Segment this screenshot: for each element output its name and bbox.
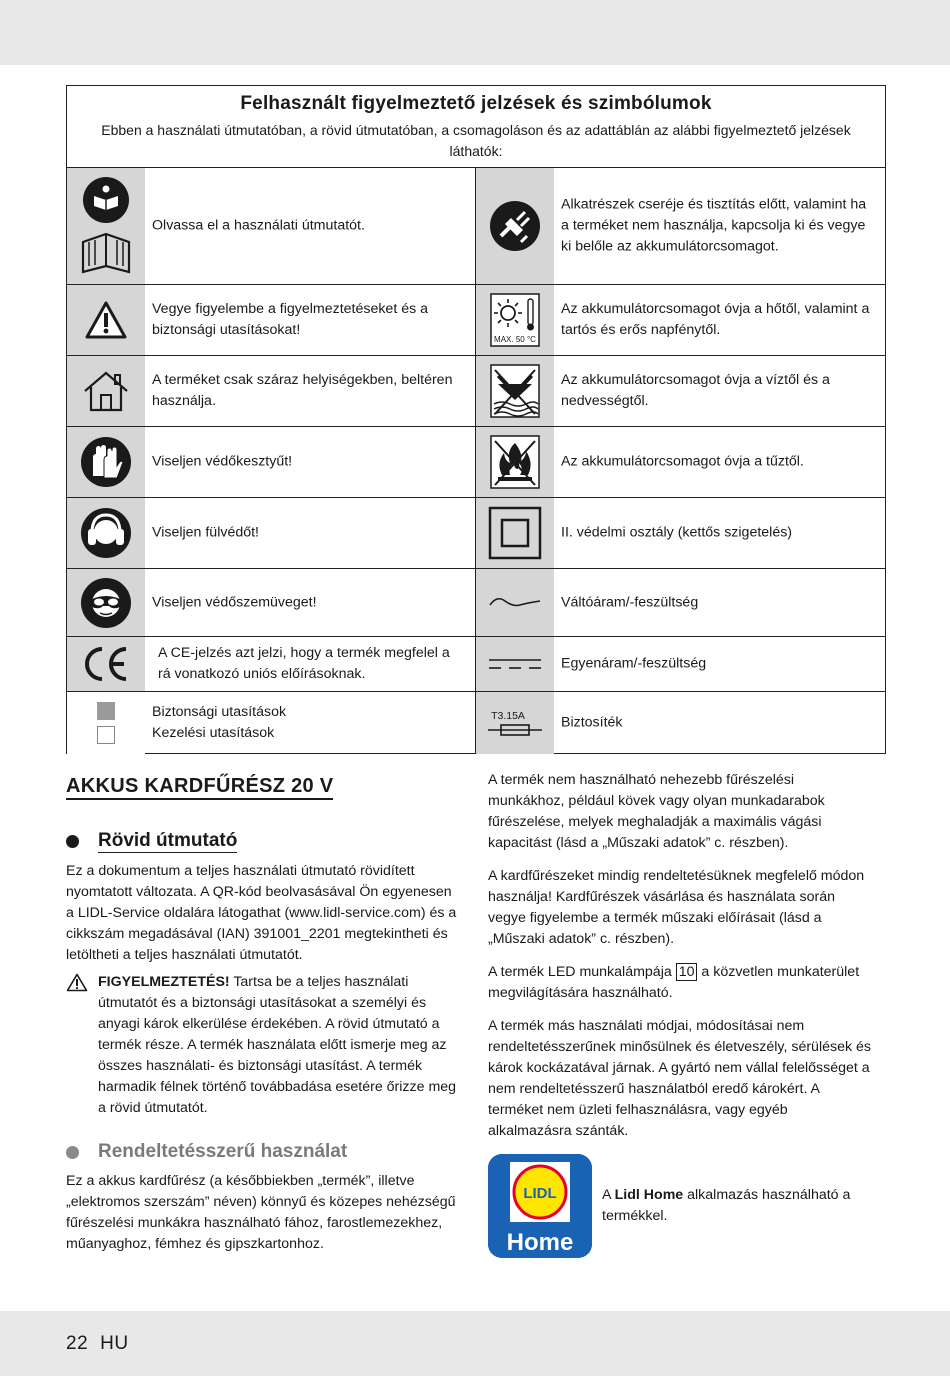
symbol-text: [152, 702, 465, 744]
table-row: [67, 637, 885, 692]
lidl-home-app-block: [488, 1154, 874, 1264]
ear-protection-icon: [67, 498, 145, 568]
bullet-icon: [66, 1146, 79, 1159]
symbol-text: Viseljen védőkesztyűt!: [152, 453, 293, 470]
symbols-table-header: [67, 86, 885, 168]
gloves-icon: [67, 427, 145, 497]
symbol-text: A CE-jelzés azt jelzi, hogy a termék megfelel a rá vonatkozó uniós előírásoknak.: [158, 645, 450, 682]
symbols-table-title: Felhasznált figyelmeztető jelzések és szimbólumok: [240, 93, 712, 114]
symbol-text: Az akkumulátorcsomagot óvja a tűztől.: [561, 453, 804, 470]
legend-safety-label: Biztonsági utasítások: [152, 704, 287, 720]
paragraph: A termék nem használható nehezebb fűrészelési munkákhoz, például kövek vagy olyan munkadarabok fűrészelése, melyek meghaladják a maximális vágási kapacitást (lásd a „Műszaki adatok” c. részben).: [488, 772, 825, 851]
symbol-text: Olvassa el a használati útmutatót.: [152, 217, 365, 234]
table-row: [67, 569, 885, 637]
symbol-text: Egyenáram/-feszültség: [561, 655, 707, 672]
page-footer: [66, 1333, 141, 1355]
left-column: [66, 770, 462, 1255]
symbols-table: [66, 85, 886, 754]
warning-label: FIGYELMEZTETÉS!: [98, 974, 230, 990]
paragraph: A termék LED munkalámpája 10 a közvetlen munkaterület megvilágítására használható.: [488, 964, 860, 1001]
symbol-text: A terméket csak száraz helyiségekben, beltéren használja.: [152, 372, 453, 409]
table-row: [67, 285, 885, 356]
short-guide-paragraph: Ez a dokumentum a teljes használati útmutató rövidített nyomtatott változata. A QR-kód beolvasásával Ön egyenesen a LIDL-Service oldalára látogathat (www.lidl-service.com) és a cikkszám megadásával (IAN) 391001_2201 megtekintheti és letöltheti a teljes használati útmutatót.: [66, 863, 457, 963]
ce-mark-icon: [67, 637, 145, 691]
table-row: [67, 498, 885, 569]
legend-operating-label: Kezelési utasítások: [152, 725, 275, 741]
dc-icon: [476, 637, 554, 691]
lidl-logo-sub: Home: [506, 1229, 574, 1256]
section-heading-intended-use: Rendeltetésszerű használat: [66, 1141, 462, 1163]
table-row: [67, 692, 885, 754]
symbol-text: II. védelmi osztály (kettős szigetelés): [561, 524, 793, 541]
paragraph: A termék más használati módjai, módosításai nem rendeltetésszerűnek minősülnek és életveszély, sérülések és károk kockázatával járnak. A gyártó nem vállal felelősséget a nem rendeltetésszerű használatból eredő károkért. A terméket nem üzleti felhasználásra, vagy egyéb alkalmazásra szánták.: [488, 1018, 871, 1139]
keep-dry-icon: [476, 356, 554, 426]
paragraph: A kardfűrészeket mindig rendeltetésüknek megfelelő módon használja! Kardfűrészek vásárlása és használata során vegye figyelembe a termék műszaki előírásait (lásd a „Műszaki adatok” c. részben).: [488, 868, 865, 947]
safety-goggles-icon: [67, 569, 145, 636]
symbol-text: Az akkumulátorcsomagot óvja a hőtől, valamint a tartós és erős napfénytől.: [561, 301, 870, 338]
warning-triangle-icon: [66, 973, 88, 999]
symbols-table-subtitle: Ebben a használati útmutatóban, a rövid útmutatóban, a csomagoláson és az adattáblán az alábbi figyelmeztető jelzések láthatók:: [101, 122, 851, 159]
page-number: 22: [66, 1333, 89, 1354]
fuse-label: T3.15A: [491, 709, 525, 722]
product-title: AKKUS KARDFŰRÉSZ 20 V: [66, 776, 333, 800]
heat-sun-max-50-icon: [476, 285, 554, 355]
warning-text: Tartsa be a teljes használati útmutatót és a biztonsági utasításokat a személyi és anyagi károk elkerülése érdekében. A rövid útmutató a termék része. A termék használata előtt ismerje meg az összes használati- és biztonsági utasítást. A termék harmadik félnek történő továbbadása esetére őrizze meg a rövid útmutatót.: [98, 974, 457, 1116]
legend-squares-icon: [67, 692, 145, 754]
table-row: [67, 427, 885, 498]
table-row: [67, 168, 885, 285]
right-column: [488, 770, 874, 1264]
symbol-text: Váltóáram/-feszültség: [561, 594, 699, 610]
symbol-text: Alkatrészek cseréje és tisztítás előtt, valamint ha a terméket nem használja, kapcsolja ki és vegye ki belőle az akkumulátorcsomagot.: [561, 196, 867, 255]
header-band: [0, 0, 950, 65]
symbol-text: Viseljen védőszemüveget!: [152, 594, 317, 610]
part-reference-number: 10: [676, 963, 698, 981]
symbol-text: Biztosíték: [561, 714, 623, 731]
bullet-icon: [66, 835, 79, 848]
read-manual-icon: [67, 168, 145, 284]
section-heading-short-guide: Rövid útmutató: [66, 830, 462, 853]
fire-icon: [476, 427, 554, 497]
symbol-text: Vegye figyelembe a figyelmeztetéseket és a biztonsági utasításokat!: [152, 301, 429, 338]
indoor-house-icon: [67, 356, 145, 426]
footer-band: [0, 1311, 950, 1376]
fuse-icon: [476, 692, 554, 754]
table-row: [67, 356, 885, 427]
warning-triangle-icon: [67, 285, 145, 355]
ac-wave-icon: [476, 569, 554, 636]
lidl-app-text: A Lidl Home alkalmazás használható a termékkel.: [602, 1187, 851, 1224]
svg-text:MAX. 50 °C: MAX. 50 °C: [494, 335, 536, 344]
lidl-logo-text: LIDL: [523, 1185, 557, 1202]
symbol-text: Viseljen fülvédőt!: [152, 524, 260, 541]
symbol-text: Az akkumulátorcsomagot óvja a víztől és a nedvességtől.: [561, 372, 830, 409]
lidl-home-app-icon: [488, 1154, 592, 1258]
warning-block: [66, 972, 462, 1119]
intended-use-paragraph: Ez a akkus kardfűrész (a későbbiekben „termék”, illetve „elektromos szerszám” néven) könnyű és közepes nehézségű fűrészelési munkákra használható fához, farostlemezekhez, műanyaghoz, fémhez és gipszkartonhoz.: [66, 1173, 456, 1252]
operating-square: [97, 726, 115, 744]
language-code: HU: [100, 1333, 129, 1354]
safety-square: [97, 702, 115, 720]
double-insulation-icon: [476, 498, 554, 568]
unplug-battery-icon: [476, 168, 554, 284]
